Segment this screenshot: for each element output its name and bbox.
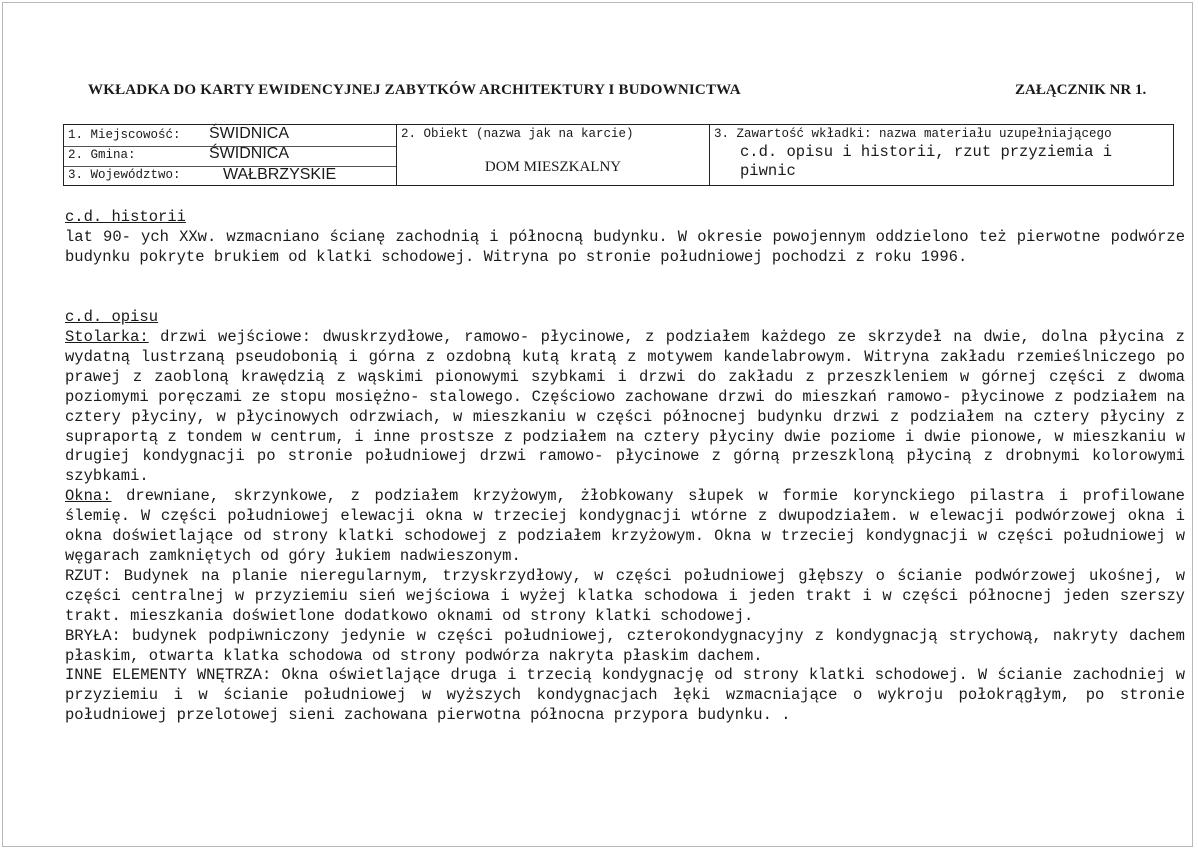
description-text [65,328,1185,726]
object-value: DOM MIESZKALNY [484,159,622,175]
interior-label: INNE ELEMENTY WNĘTRZA: [65,666,272,685]
paragraph-windows [65,487,1185,567]
windows-label: Okna: [65,487,112,506]
history-text: lat 90- ych XXw. wzmacniano ścianę zachodnią i północną budynku. W okresie powojennym oddzielono też pierwotne podwórze budynku pokryte brukiem od klatki schodowej. Witryna po stronie południowej pochodzi z roku 1996. [65,228,1185,266]
windows-text: drewniane, skrzynkowe, z podziałem krzyżowym, żłobkowany słupek w formie korynckiego pilastra i profilowane ślemię. W części południowej elewacji okna w trzeciej kondygnacji wtórne z dwupodziałem. w elewacji podwórzowej okna i okna doświetlające od strony klatki schodowej z podziałem krzyżowym. Okna w trzeciej kondygnacji w części południowej w węgarach zamkniętych od góry łukiem nadwieszonym. [65,487,1185,565]
massing-text: budynek podpiwniczony jedynie w części południowej, czterokondygnacyjny z kondygnacją strychową, nakryty dachem płaskim, otwarta klatka schodowa od strony podwórza nakryta płaskim dachem. [65,626,1185,665]
massing-label: BRYŁA: [65,626,121,645]
paragraph-joinery [65,328,1185,487]
commune-value: ŚWIDNICA [209,145,289,162]
town-row [68,125,289,142]
location-column [64,125,397,185]
town-value: ŚWIDNICA [209,125,289,142]
paragraph-plan [65,567,1185,627]
contents-label: 3. Zawartość wkładki: nazwa materiału uzupełniającego [714,127,1112,141]
voivodeship-value: WAŁBRZYSKIE [223,166,337,183]
description-title: c.d. opisu [65,308,159,326]
annex-number: ZAŁĄCZNIK NR 1. [1015,82,1147,98]
commune-label: 2. Gmina: [68,148,136,162]
object-column [397,125,710,185]
plan-text: Budynek na planie nieregularnym, trzyskrzydłowy, w części południowej głębszy o ścianie podwórzowej ukośnej, w części centralnej w przyziemiu sień wejściowa i wyżej klatka schodowa i jeden trakt i w części północnej jeden szerszy trakt. mieszkania doświetlone dodatkowo oknami od strony klatki schodowej. [65,566,1185,625]
voivodeship-row [68,166,337,183]
joinery-text: drzwi wejściowe: dwuskrzydłowe, ramowo- płycinowe, z podziałem każdego ze skrzydeł na dwie, dolna płycina z wydatną lustrzaną pseudobonią i górna z ozdobną kutą kratą z motywem kandelabrowym. Witryna zakładu rzemieślniczego po prawej z zaobloną krawędzią z wąskimi pionowymi szybkami i drzwi do zakładu z przeszkleniem w górnej części z dwoma poziomymi poręczami ze stopu mosiężno- stalowego. Częściowo zachowane drzwi do mieszkań ramowo- płycinowe z podziałem na cztery płyciny, w płycinowych odrzwiach, w mieszkaniu w części północnej budynku drzwi z podziałem na cztery płyciny z supraportą z tondem w centrum, i inne prostsze z podziałem na cztery płyciny dwie poziome i dwie pionowe, w mieszkaniu w drugiej kondygnacji po stronie południowej drzwi ramowo- płycinowe z górną przeszkloną płyciną z drobnymi kolorowymi szybkami. [65,328,1185,486]
plan-label: RZUT: [65,566,112,585]
document-title: WKŁADKA DO KARTY EWIDENCYJNEJ ZABYTKÓW ARCHITEKTURY I BUDOWNICTWA [88,82,741,98]
interior-text: Okna oświetlające druga i trzecią kondygnację od strony klatki schodowej. W ścianie zachodniej w przyziemiu i w ścianie południowej w wyższych kondygnacjach łęki wzmacniające o wykroju połokrągłym, po stronie południowej przelotowej sieni zachowana pierwotna północna przypora budynku. . [65,666,1185,725]
joinery-label: Stolarka: [65,328,149,346]
commune-row [68,145,289,162]
contents-value: c.d. opisu i historii, rzut przyziemia i piwnic [740,143,1113,180]
contents-column [710,125,1173,185]
paragraph-interior [65,666,1185,726]
info-table [63,124,1174,186]
town-label: 1. Miejscowość: [68,128,181,142]
voivodeship-label: 3. Województwo: [68,168,181,182]
object-label: 2. Obiekt (nazwa jak na karcie) [401,127,634,141]
history-title: c.d. historii [65,208,186,226]
paragraph-massing [65,627,1185,667]
